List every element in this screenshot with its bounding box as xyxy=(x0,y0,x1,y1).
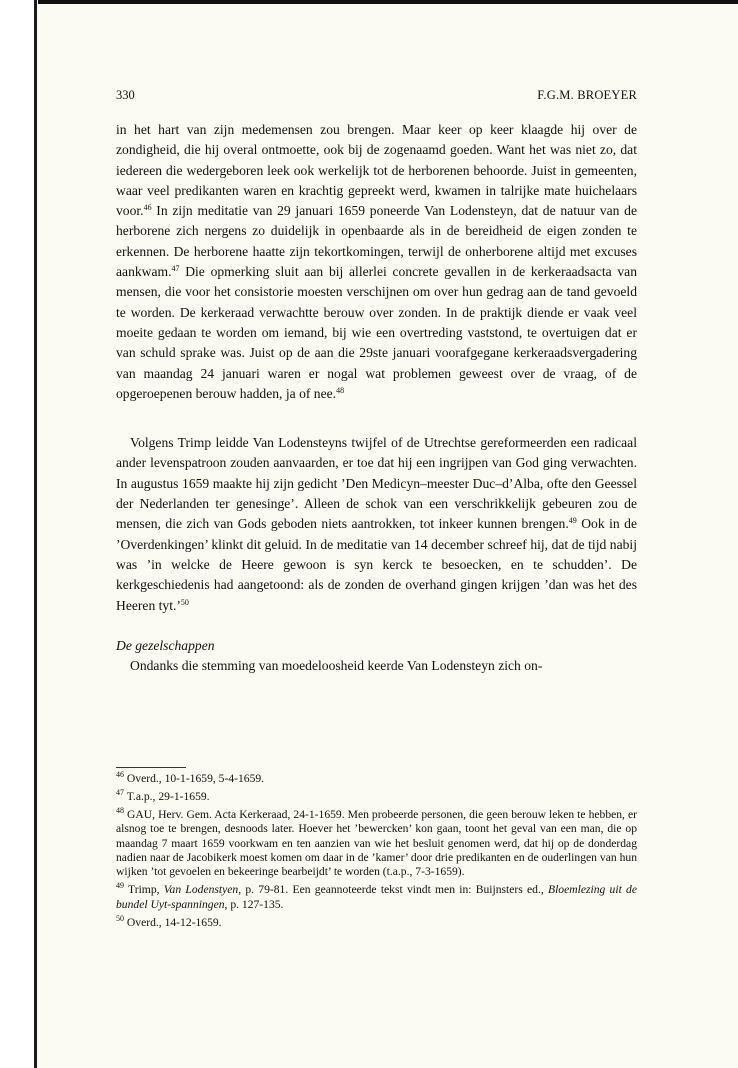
text-run: in het hart van zijn medemensen zou brengen. Maar keer op keer klaagde hij over de zondigheid, die hij overal ontmoette, ook bij de zogenaamd goeden. Want het was niet zo, dat iedereen die wedergeboren leek ook werkelijk tot de herborenen behoorde. Juist in gemeenten, waar veel predikanten waren en krachtig gepreekt werd, kwamen in talrijke mate huichelaars voor. xyxy=(116,122,637,219)
footnote-number: 46 xyxy=(116,770,124,779)
footnotes xyxy=(116,772,637,934)
italic-title: Bloemlezing uit de bundel Uyt-spanningen xyxy=(116,883,637,911)
footnote-50 xyxy=(116,913,637,930)
footnote-46 xyxy=(116,772,637,786)
italic-title: Van Lodenstyen xyxy=(163,883,239,897)
footnote-ref-49[interactable]: 49 xyxy=(568,516,577,526)
text-run: Ook in de ’Overdenkingen’ klinkt dit geluid. In de meditatie van 14 december schreef hij, dat de tijd nabij was ’in welcke de Heere gewoon is syn kerck te besoecken, en te schudden’. De kerkgeschiedenis had aangetoond: als de zonden de overhand gingen krijgen ’dan was het des Heeren tyt.’ xyxy=(116,516,637,613)
footnote-47 xyxy=(116,787,637,804)
footnote-number: 47 xyxy=(116,787,124,797)
running-head-author: F.G.M. BROEYER xyxy=(537,88,637,102)
text-run: GAU, Herv. Gem. Acta Kerkeraad, 24-1-1659. Men probeerde personen, die geen berouw leken te hebben, er alsnog toe te brengen, desnoods later. Hoever het ’bewercken’ kon gaan, toont het geval van een man, die op maandag 7 maart 1659 voorkwam en ten aanzien van wie het besluit genomen werd, dat hij op de donderdag nadien naar de Jacobikerk moest komen om daar in de ’kamer’ door drie predikanten en de ouderlingen van hun wijken ’tot gevoelen en bekeeringe bearbeijdt’ te worden (t.a.p., 7-3-1659). xyxy=(116,807,638,879)
footnote-ref-47[interactable]: 47 xyxy=(171,264,180,274)
footnote-separator xyxy=(116,767,186,768)
text-run: Trimp, xyxy=(128,883,164,897)
text-run: , p. 79-81. Een geannoteerde tekst vindt men in: Buijnsters ed., xyxy=(238,883,548,897)
text-run: , p. 127-135. xyxy=(224,897,284,911)
text-run: Overd., 10-1-1659, 5-4-1659. xyxy=(126,772,265,785)
footnote-49 xyxy=(116,883,637,912)
text-run: Overd., 14-12-1659. xyxy=(126,915,222,929)
paragraph-2 xyxy=(116,433,637,616)
footnote-ref-50[interactable]: 50 xyxy=(180,597,189,607)
text-run: Volgens Trimp leidde Van Lodensteyns twijfel of de Utrechtse gereformeerden een radicaal ander levenspatroon zouden aanvaarden, er toe dat hij een ingrijpen van God ging verwachten. In augustus 1659 maakte hij zijn gedicht ’Den Medicyn–meester Duc–d’Alba, ofte den Geessel der Nederlanden ter genesinge’. Alleen de schok van een verschrikkelijk gebeuren zou de mensen, die zich van Gods geboden niets aantrokken, tot inkeer kunnen brengen. xyxy=(116,435,637,532)
paragraph-1 xyxy=(116,120,637,404)
main-text xyxy=(116,120,637,676)
section-heading: De gezelschappen xyxy=(116,637,215,653)
footnote-number: 50 xyxy=(116,913,124,923)
text-run: T.a.p., 29-1-1659. xyxy=(126,789,210,803)
footnote-48 xyxy=(116,805,638,880)
text-run: Die opmerking sluit aan bij allerlei concrete gevallen in de kerkeraadsacta van mensen, die voor het consistorie moesten verschijnen om over hun gedrag aan de tand gevoeld te worden. De kerkeraad verwachtte berouw over zonden. In de praktijk diende er vaak veel moeite gedaan te worden om iemand, bij wie een overtreding vaststond, te overtuigen dat er van schuld sprake was. Juist op de aan die 29ste januari voorafgegane kerkeraadsvergadering van maandag 24 januari waren er nogal wat problemen geweest over de vraag, of de opgeroepenen berouw hadden, ja of nee. xyxy=(116,264,637,401)
footnote-ref-46[interactable]: 46 xyxy=(143,203,152,213)
paragraph-3: Ondanks die stemming van moedeloosheid keerde Van Lodensteyn zich on- xyxy=(130,658,543,674)
text-run: In zijn meditatie van 29 januari 1659 poneerde Van Lodensteyn, dat de natuur van de herborene zich nergens zo duidelijk in openbaarde als in de bereidheid de eigen zonden te erkennen. De herborene haatte zijn tekortkomingen, terwijl de onherborene altijd met excuses aankwam. xyxy=(116,203,637,280)
footnote-number: 48 xyxy=(116,805,124,815)
footnote-number: 49 xyxy=(116,881,124,891)
footnote-ref-48[interactable]: 48 xyxy=(336,385,345,395)
page-number: 330 xyxy=(116,88,135,102)
